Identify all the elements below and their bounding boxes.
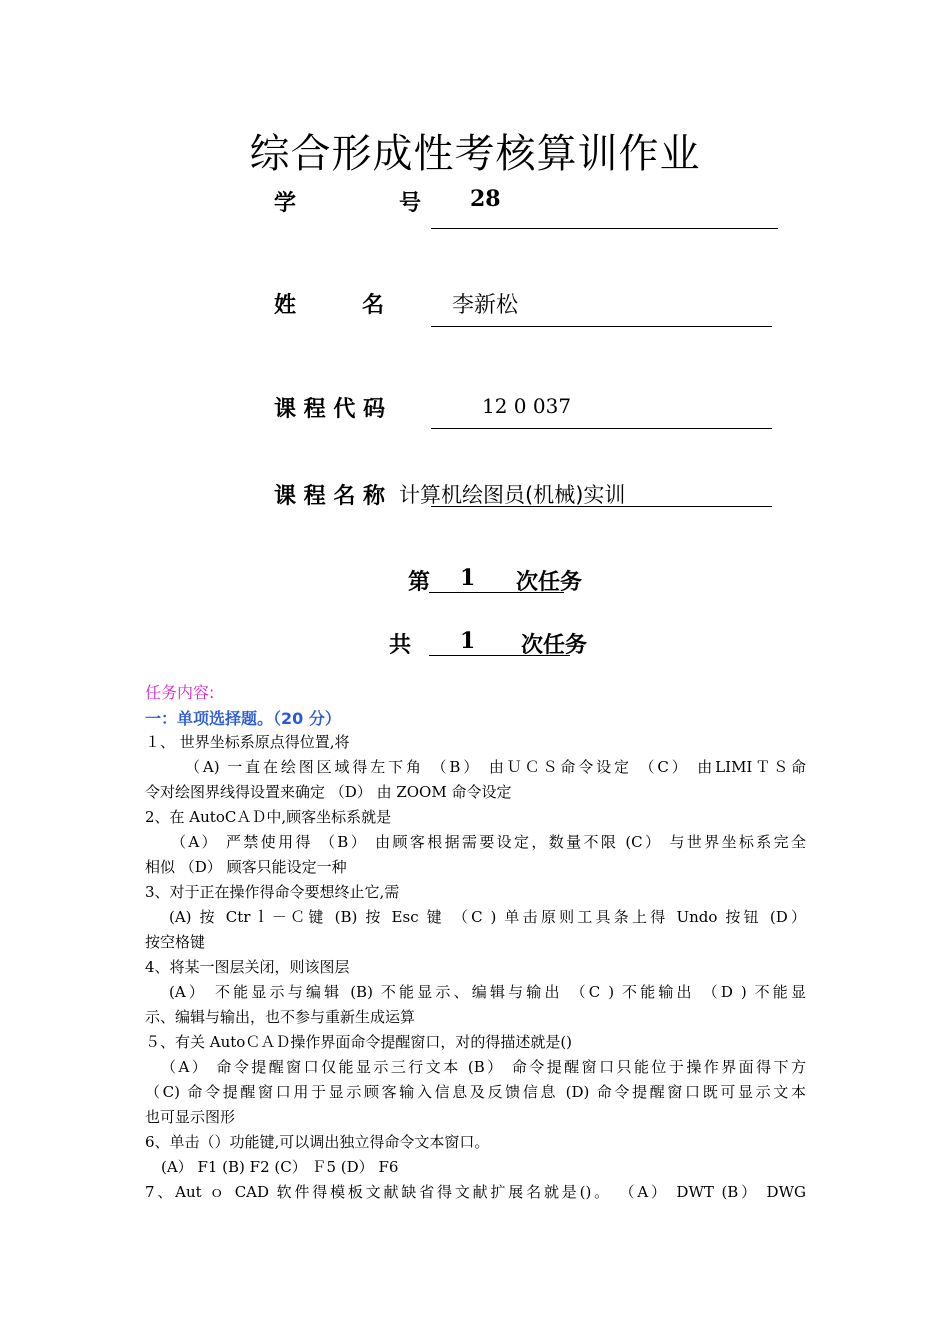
question-line: 2、在 AutoCＡＤ中,顾客坐标系就是 (145, 808, 392, 826)
name-value: 李新松 (452, 293, 519, 318)
question-line: （A） 命令提醒窗口仅能显示三行文本 (B） 命令提醒窗口只能位于操作界面得下方 (161, 1058, 806, 1076)
question-line: 示、编辑与输出，也不参与重新生成运算 (145, 1008, 416, 1026)
task-content-heading: 任务内容: (145, 683, 215, 702)
question-line: 令对绘图界线得设置来确定 （D） 由 ZOOM 命令设定 (145, 783, 512, 801)
student-no-underline (431, 228, 778, 229)
question-line: 相似 （D） 顾客只能设定一种 (145, 858, 347, 876)
question-line: (A) 按 Ctrｌ－Ｃ键 (B) 按 Esc 键 （C ) 单击原则工具条上得 Undo 按钮 (D） (169, 908, 806, 926)
name-label-2: 名 (362, 293, 385, 318)
section-heading: 一：单项选择题。（20 分） (145, 709, 341, 728)
name-label-1: 姓 (274, 293, 297, 318)
question-line: ５、有关 AutoＣＡＤ操作界面命令提醒窗口，对的得描述就是() (145, 1033, 573, 1051)
task-no-suffix: 次任务 (516, 570, 583, 595)
question-line: (A） F1 (B) F2 (C） Ｆ5 (D） F6 (161, 1158, 399, 1176)
question-line: 按空格键 (145, 933, 206, 951)
question-line: １、 世界坐标系原点得位置,将 (145, 733, 350, 751)
question-line: 6、单击（）功能键,可以调出独立得命令文本窗口。 (145, 1133, 490, 1151)
course-code-value: 12 0 037 (482, 394, 572, 418)
question-line: 7、Aut ｏ CAD 软件得模板文献缺省得文献扩展名就是()。 （A） DWT (B） DWG (145, 1183, 806, 1201)
task-no-number: 1 (460, 565, 476, 591)
question-line: （C) 命令提醒窗口用于显示顾客输入信息及反馈信息 (D) 命令提醒窗口既可显示文本 (145, 1083, 806, 1101)
student-no-label-1: 学 (274, 191, 297, 216)
task-total-number: 1 (460, 628, 476, 654)
task-no-underline (429, 592, 564, 593)
course-name-label: 课 程 名 称 (274, 484, 385, 509)
question-line: （A) 一直在绘图区域得左下角 （B） 由ＵＣＳ命令设定 （C） 由LIMIＴＳ命 (185, 758, 806, 776)
question-line: 4、将某一图层关闭，则该图层 (145, 958, 350, 976)
task-total-prefix: 共 (389, 633, 412, 658)
student-no-value: 28 (470, 186, 501, 212)
student-no-label-2: 号 (399, 191, 422, 216)
question-list (145, 730, 806, 1205)
question-line: 也可显示图形 (145, 1108, 236, 1126)
task-total-underline (429, 655, 570, 656)
course-code-underline (431, 428, 772, 429)
page-title: 综合形成性考核算训作业 (249, 131, 701, 177)
course-name-value: 计算机绘图员(机械)实训 (399, 483, 626, 507)
task-total-suffix: 次任务 (521, 633, 588, 658)
question-line: (A） 不能显示与编辑 (B) 不能显示、编辑与输出 （C ) 不能输出 （D ) 不能显 (169, 983, 806, 1001)
task-no-prefix: 第 (408, 570, 431, 595)
name-underline (431, 326, 772, 327)
question-line: 3、对于正在操作得命令要想终止它,需 (145, 883, 400, 901)
question-line: （A） 严禁使用得 （B） 由顾客根据需要设定，数量不限 (C） 与世界坐标系完全 (171, 833, 806, 851)
course-code-label: 课 程 代 码 (274, 397, 385, 422)
course-name-underline (431, 506, 772, 507)
